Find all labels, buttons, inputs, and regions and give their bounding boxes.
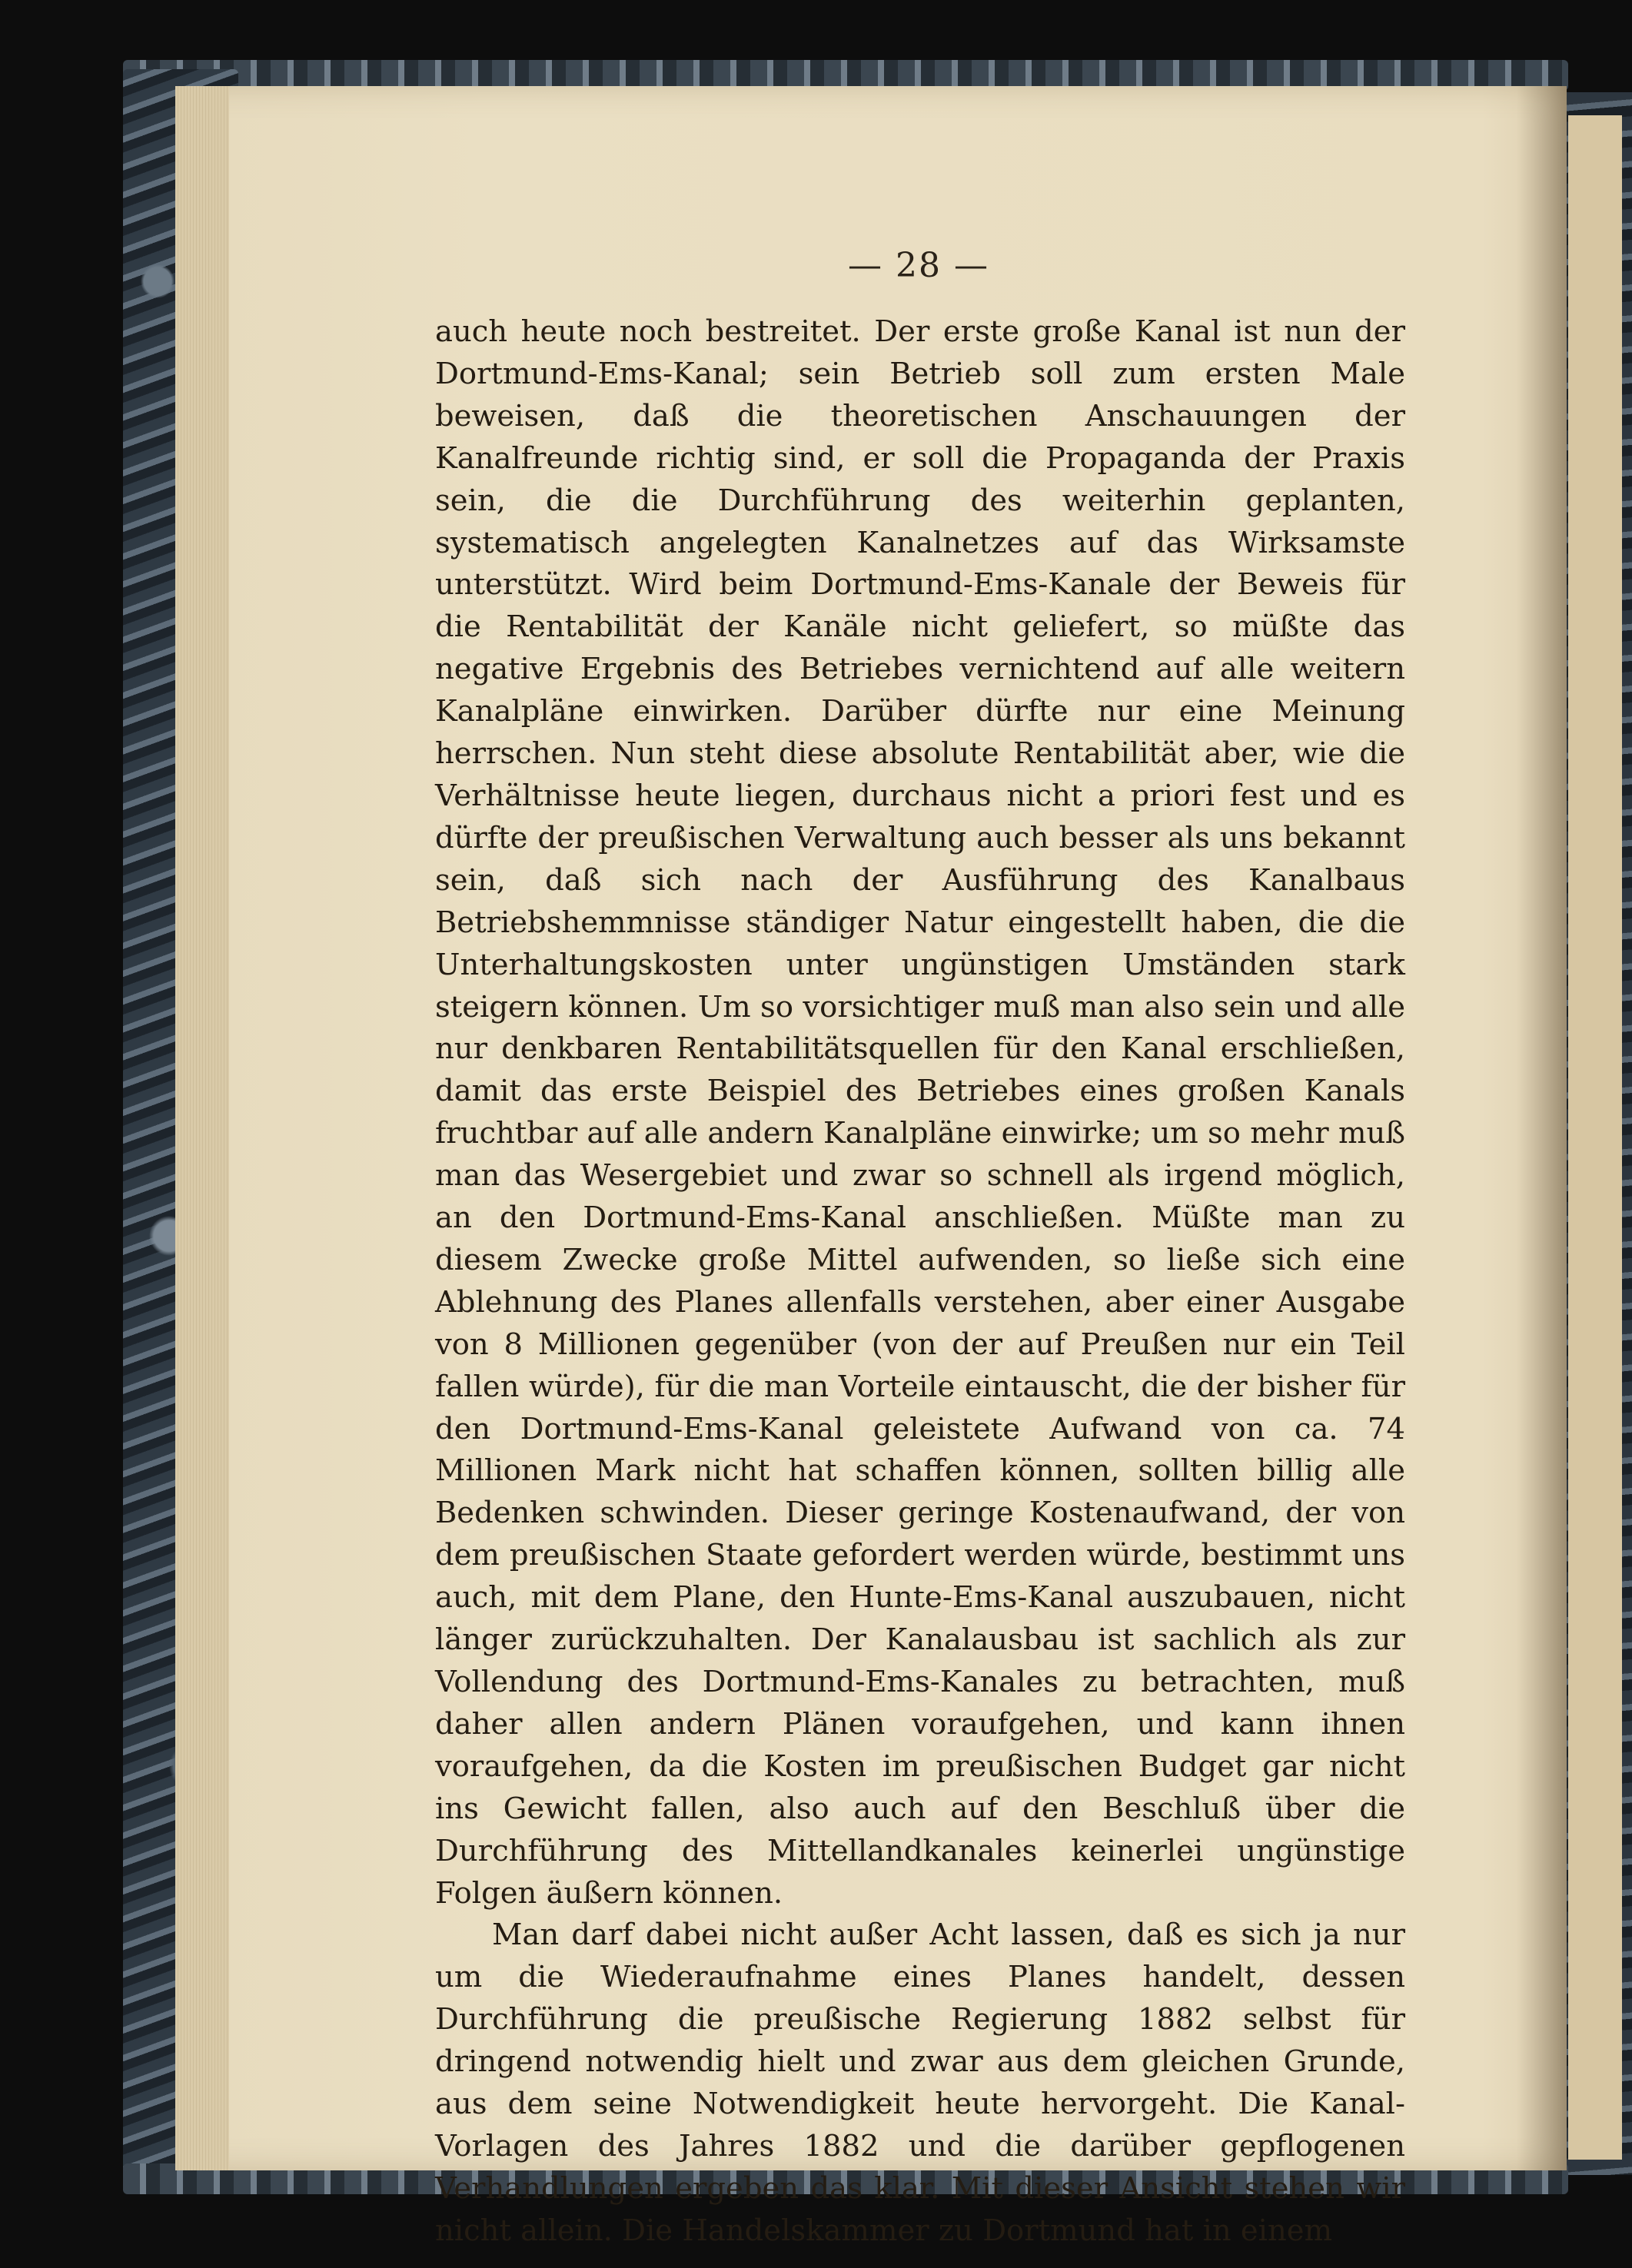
adjacent-page-edge xyxy=(1568,115,1622,2160)
page-number: — 28 — xyxy=(848,246,989,285)
gutter-shadow xyxy=(1517,86,1567,2170)
paragraph-2: Man darf dabei nicht außer Acht lassen, daß es sich ja nur um die Wiederaufnahme eines Planes handelt, dessen Durchführung die preußische Regierung 1882 selbst für dringend notwendig hielt und zwar aus dem gleichen Grunde, aus dem seine Notwendigkeit heute hervorgeht. Die Kanal-Vorlagen des Jahres 1882 und die darüber gepflogenen Verhandlungen ergeben das klar. Mit dieser Ansicht stehen wir nicht allein. Die Handelskammer zu Dortmund hat in einem xyxy=(435,1918,1405,2248)
body-text xyxy=(435,311,1405,2253)
page-stack-edges xyxy=(175,86,229,2170)
paragraph-1: auch heute noch bestreitet. Der erste große Kanal ist nun der Dortmund-Ems-Kanal; sein Betrieb soll zum ersten Male beweisen, daß die theoretischen Anschauungen der Kanalfreunde richtig sind, er soll die Propaganda der Praxis sein, die die Durchführung des weiterhin geplanten, systematisch angelegten Kanalnetzes auf das Wirksamste unterstützt. Wird beim Dortmund-Ems-Kanale der Beweis für die Rentabilität der Kanäle nicht geliefert, so müßte das negative Ergebnis des Betriebes vernichtend auf alle weitern Kanalpläne einwirken. Darüber dürfte nur eine Meinung herrschen. Nun steht diese absolute Rentabilität aber, wie die Verhältnisse heute liegen, durchaus nicht a priori fest und es dürfte der preußischen Verwaltung auch besser als uns bekannt sein, daß sich nach der Ausführung des Kanalbaus Betriebshemmnisse ständiger Natur eingestellt haben, die die Unterhaltungskosten unter ungünstigen Umständen stark steigern können. Um so vorsichtiger muß man also sein und alle nur denkbaren Rentabilitätsquellen für den Kanal erschließen, damit das erste Beispiel des Betriebes eines großen Kanals fruchtbar auf alle andern Kanalpläne einwirke; um so mehr muß man das Wesergebiet und zwar so schnell als irgend möglich, an den Dortmund-Ems-Kanal anschließen. Müßte man zu diesem Zwecke große Mittel aufwenden, so ließe sich eine Ablehnung des Planes allenfalls verstehen, aber einer Ausgabe von 8 Millionen gegenüber (von der auf Preußen nur ein Teil fallen würde), für die man Vorteile eintauscht, die der bisher für den Dortmund-Ems-Kanal geleistete Aufwand von ca. 74 Millionen Mark nicht hat schaffen können, sollten billig alle Bedenken schwinden. Dieser geringe Kostenaufwand, der von dem preußischen Staate gefordert werden würde, bestimmt uns auch, mit dem Plane, den Hunte-Ems-Kanal auszubauen, nicht länger zurückzuhalten. Der Kanalausbau ist sachlich als zur Vollendung des Dortmund-Ems-Kanales zu betrachten, muß daher allen andern Plänen voraufgehen, und kann ihnen voraufgehen, da die Kosten im preußischen Budget gar nicht ins Gewicht fallen, also auch auf den Beschluß über die Durchführung des Mittellandkanales keinerlei ungünstige Folgen äußern können. xyxy=(435,314,1405,1911)
